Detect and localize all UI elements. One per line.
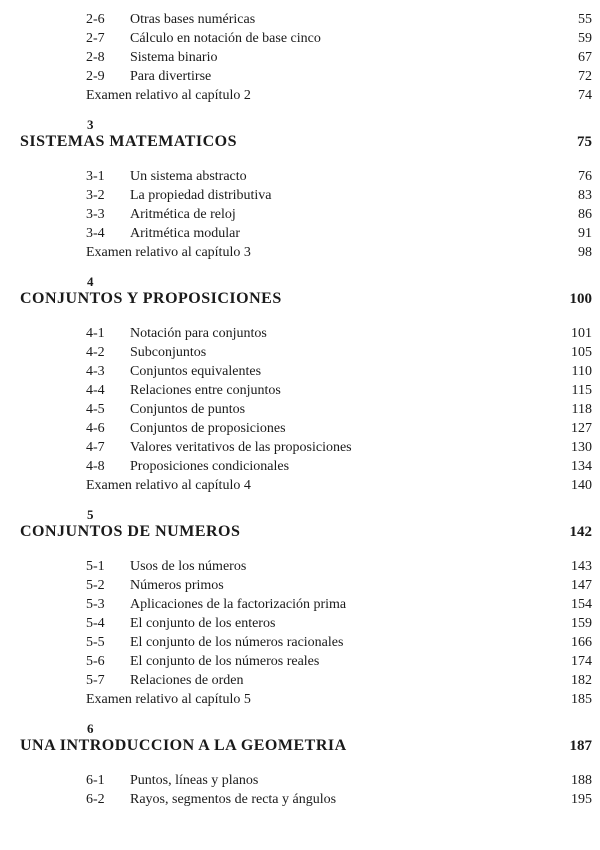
chapter-title: SISTEMAS MATEMATICOS xyxy=(20,133,237,150)
chapter-title: CONJUNTOS Y PROPOSICIONES xyxy=(20,290,282,307)
exam-entry xyxy=(0,476,600,495)
section-entry xyxy=(0,343,600,362)
section-number: 5-1 xyxy=(86,559,105,574)
chapter-page-number: 187 xyxy=(569,738,592,754)
section-entry xyxy=(0,224,600,243)
section-title: Otras bases numéricas xyxy=(130,12,256,27)
exam-entry xyxy=(0,86,600,105)
section-number: 6-2 xyxy=(86,792,105,807)
section-title: Rayos, segmentos de recta y ángulos xyxy=(130,792,337,807)
exam-title: Examen relativo al capítulo 5 xyxy=(86,692,251,707)
section-title: Valores veritativos de las proposiciones xyxy=(130,440,352,455)
section-number: 3-2 xyxy=(86,188,105,203)
section-number: 5-4 xyxy=(86,616,105,631)
section-entry xyxy=(0,29,600,48)
section-entry xyxy=(0,419,600,438)
section-title: El conjunto de los números reales xyxy=(130,654,320,669)
chapter-number: 3 xyxy=(87,117,94,132)
section-entry xyxy=(0,633,600,652)
chapter-title: CONJUNTOS DE NUMEROS xyxy=(20,523,241,540)
section-title: Aritmética de reloj xyxy=(130,207,236,222)
section-title: Conjuntos de proposiciones xyxy=(130,421,286,436)
section-number: 6-1 xyxy=(86,773,105,788)
page-number: 115 xyxy=(571,383,592,398)
section-entry xyxy=(0,457,600,476)
section-number: 2-8 xyxy=(86,50,105,65)
section-title: Un sistema abstracto xyxy=(130,169,247,184)
section-number: 4-5 xyxy=(86,402,105,417)
section-title: Puntos, líneas y planos xyxy=(130,773,259,788)
section-title: Usos de los números xyxy=(130,559,247,574)
page-number: 91 xyxy=(578,226,592,241)
page-number: 72 xyxy=(578,69,592,84)
page-number: 185 xyxy=(571,692,592,707)
section-title: Conjuntos de puntos xyxy=(130,402,246,417)
chapter-number: 4 xyxy=(87,274,94,289)
page-number: 118 xyxy=(571,402,592,417)
section-number: 4-2 xyxy=(86,345,105,360)
page-number: 83 xyxy=(578,188,592,203)
section-entry xyxy=(0,595,600,614)
page-number: 76 xyxy=(578,169,592,184)
section-number: 2-9 xyxy=(86,69,105,84)
section-entry xyxy=(0,324,600,343)
chapter-title: UNA INTRODUCCION A LA GEOMETRIA xyxy=(20,737,347,754)
page-number: 182 xyxy=(571,673,592,688)
exam-title: Examen relativo al capítulo 3 xyxy=(86,245,251,260)
page-number: 147 xyxy=(571,578,592,593)
section-entry xyxy=(0,438,600,457)
page-number: 110 xyxy=(571,364,592,379)
chapter-page-number: 142 xyxy=(569,524,592,540)
section-title: La propiedad distributiva xyxy=(130,188,272,203)
section-number: 2-7 xyxy=(86,31,105,46)
section-number: 4-7 xyxy=(86,440,105,455)
section-entry xyxy=(0,652,600,671)
chapter-page-number: 75 xyxy=(577,134,592,150)
section-title: Números primos xyxy=(130,578,224,593)
section-title: Para divertirse xyxy=(130,69,212,84)
section-entry xyxy=(0,576,600,595)
page-number: 166 xyxy=(571,635,592,650)
page-number: 67 xyxy=(578,50,592,65)
section-number: 5-5 xyxy=(86,635,105,650)
section-number: 5-6 xyxy=(86,654,105,669)
page-number: 101 xyxy=(571,326,592,341)
section-title: Relaciones entre conjuntos xyxy=(130,383,281,398)
page-number: 105 xyxy=(571,345,592,360)
section-number: 4-4 xyxy=(86,383,105,398)
section-entry xyxy=(0,186,600,205)
section-title: Sistema binario xyxy=(130,50,218,65)
page-number: 143 xyxy=(571,559,592,574)
page-number: 174 xyxy=(571,654,592,669)
page-number: 188 xyxy=(571,773,592,788)
section-entry xyxy=(0,205,600,224)
section-entry xyxy=(0,10,600,29)
page-number: 130 xyxy=(571,440,592,455)
section-entry xyxy=(0,614,600,633)
section-number: 2-6 xyxy=(86,12,105,27)
section-entry xyxy=(0,67,600,86)
section-entry xyxy=(0,167,600,186)
section-title: Notación para conjuntos xyxy=(130,326,267,341)
section-title: Subconjuntos xyxy=(130,345,207,360)
section-entry xyxy=(0,48,600,67)
section-entry xyxy=(0,381,600,400)
section-number: 3-3 xyxy=(86,207,105,222)
page-number: 74 xyxy=(578,88,592,103)
section-entry xyxy=(0,671,600,690)
chapter-number: 5 xyxy=(87,507,94,522)
section-entry xyxy=(0,557,600,576)
page-number: 154 xyxy=(571,597,592,612)
section-title: Relaciones de orden xyxy=(130,673,244,688)
section-number: 4-1 xyxy=(86,326,105,341)
section-entry xyxy=(0,790,600,809)
section-title: Proposiciones condicionales xyxy=(130,459,290,474)
page-number: 59 xyxy=(578,31,592,46)
exam-title: Examen relativo al capítulo 2 xyxy=(86,88,251,103)
section-number: 4-8 xyxy=(86,459,105,474)
section-entry xyxy=(0,362,600,381)
section-entry xyxy=(0,771,600,790)
page-number: 55 xyxy=(578,12,592,27)
section-title: Conjuntos equivalentes xyxy=(130,364,262,379)
section-number: 3-4 xyxy=(86,226,105,241)
chapter-number: 6 xyxy=(87,721,94,736)
section-title: El conjunto de los números racionales xyxy=(130,635,344,650)
page-number: 195 xyxy=(571,792,592,807)
section-number: 3-1 xyxy=(86,169,105,184)
section-number: 4-3 xyxy=(86,364,105,379)
section-title: Cálculo en notación de base cinco xyxy=(130,31,321,46)
section-title: Aplicaciones de la factorización prima xyxy=(130,597,347,612)
exam-entry xyxy=(0,690,600,709)
page-number: 159 xyxy=(571,616,592,631)
section-entry xyxy=(0,400,600,419)
exam-entry xyxy=(0,243,600,262)
exam-title: Examen relativo al capítulo 4 xyxy=(86,478,251,493)
section-number: 5-3 xyxy=(86,597,105,612)
section-number: 5-7 xyxy=(86,673,105,688)
page-number: 98 xyxy=(578,245,592,260)
page-number: 140 xyxy=(571,478,592,493)
page-number: 127 xyxy=(571,421,592,436)
section-number: 4-6 xyxy=(86,421,105,436)
page-number: 86 xyxy=(578,207,592,222)
page-number: 134 xyxy=(571,459,592,474)
section-number: 5-2 xyxy=(86,578,105,593)
chapter-page-number: 100 xyxy=(569,291,592,307)
section-title: El conjunto de los enteros xyxy=(130,616,276,631)
section-title: Aritmética modular xyxy=(130,226,241,241)
